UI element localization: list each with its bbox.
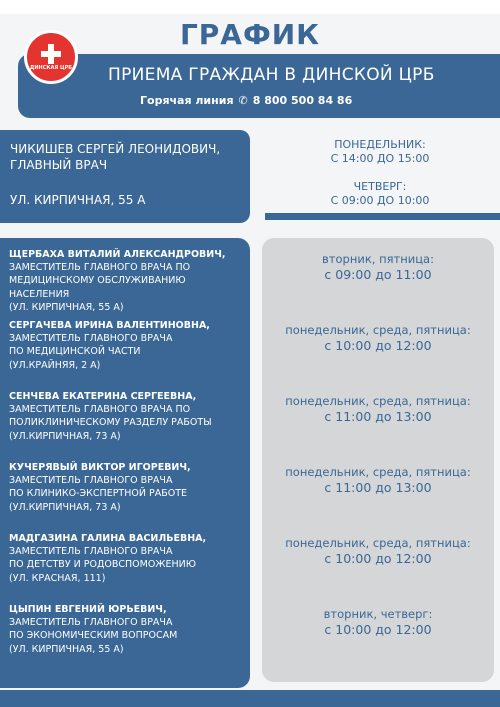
deputy-address: (УЛ.КРАЙНЯЯ, 2 А) (9, 359, 101, 371)
phone-icon: ✆ (238, 94, 248, 107)
hospital-logo (24, 30, 78, 84)
deputy-entry (9, 532, 240, 603)
page-title: ГРАФИК (179, 18, 321, 51)
logo-text: ДИНСКАЯ ЦРБ (29, 64, 73, 71)
deputy-detail: МЕДИЦИНСКОМУ ОБСЛУЖИВАНИЮ (9, 275, 186, 287)
schedule-time: с 10:00 до 12:00 (324, 551, 432, 566)
schedule-entry (262, 465, 494, 536)
deputy-address: (УЛ.КИРПИЧНАЯ, 73 А) (9, 430, 121, 442)
deputy-entry (9, 319, 240, 390)
deputy-detail: НАСЕЛЕНИЯ (9, 288, 70, 300)
deputies-list (0, 238, 250, 688)
schedule-time: с 10:00 до 12:00 (324, 622, 432, 637)
chief-schedule-day: ПОНЕДЕЛЬНИК: (334, 138, 426, 151)
medical-cross-icon (41, 44, 61, 64)
deputy-detail: ЗАМЕСТИТЕЛЬ ГЛАВНОГО ВРАЧА (9, 333, 173, 345)
chief-schedule-time: С 09:00 ДО 10:00 (330, 194, 430, 207)
schedule-entry (262, 394, 494, 465)
deputy-address: (УЛ.КИРПИЧНАЯ, 73 А) (9, 501, 121, 513)
deputy-entry (9, 461, 240, 532)
deputy-detail: ЗАМЕСТИТЕЛЬ ГЛАВНОГО ВРАЧА (9, 617, 173, 629)
schedule-time: с 10:00 до 12:00 (324, 338, 432, 353)
schedule-entry (262, 252, 494, 323)
schedule-entry (262, 323, 494, 394)
schedule-days: понедельник, среда, пятница: (285, 394, 471, 408)
deputy-detail: ПО ДЕТСТВУ И РОДОВСПОМОЖЕНИЮ (9, 559, 197, 571)
deputy-name: ЩЕРБАХА ВИТАЛИЙ АЛЕКСАНДРОВИЧ, (9, 249, 226, 260)
deputy-detail: ЗАМЕСТИТЕЛЬ ГЛАВНОГО ВРАЧА ПО (9, 404, 191, 416)
header-band (18, 54, 500, 118)
deputy-detail: ПОЛИКЛИНИЧЕСКОМУ РАЗДЕЛУ РАБОТЫ (9, 417, 212, 429)
deputy-entry (9, 248, 240, 319)
hotline (140, 94, 352, 107)
schedule-days: понедельник, среда, пятница: (285, 465, 471, 479)
deputy-detail: ПО МЕДИЦИНСКОЙ ЧАСТИ (9, 346, 141, 358)
chief-info-box (0, 130, 250, 223)
chief-address: УЛ. КИРПИЧНАЯ, 55 А (10, 193, 146, 207)
deputy-detail: ЗАМЕСТИТЕЛЬ ГЛАВНОГО ВРАЧА (9, 546, 173, 558)
schedule-days: понедельник, среда, пятница: (285, 536, 471, 550)
chief-schedule-day: ЧЕТВЕРГ: (353, 180, 407, 193)
divider-bar (265, 213, 500, 220)
hotline-phone[interactable]: 8 800 500 84 86 (252, 94, 353, 107)
schedule-time: с 11:00 до 13:00 (324, 409, 432, 424)
deputy-detail: ЗАМЕСТИТЕЛЬ ГЛАВНОГО ВРАЧА ПО (9, 262, 191, 274)
schedule-column (262, 238, 494, 682)
deputy-name: МАДГАЗИНА ГАЛИНА ВАСИЛЬЕВНА, (9, 533, 207, 544)
bottom-band (0, 690, 500, 707)
chief-schedule (270, 138, 490, 208)
top-strip (0, 0, 500, 14)
schedule-time: с 11:00 до 13:00 (324, 480, 432, 495)
schedule-days: понедельник, среда, пятница: (285, 323, 471, 337)
deputy-entry (9, 390, 240, 461)
chief-position: ГЛАВНЫЙ ВРАЧ (10, 158, 108, 172)
deputy-detail: ПО ЭКОНОМИЧЕСКИМ ВОПРОСАМ (9, 630, 178, 642)
chief-schedule-time: С 14:00 ДО 15:00 (330, 152, 430, 165)
schedule-days: вторник, четверг: (323, 607, 433, 621)
deputy-address: (УЛ. КИРПИЧНАЯ, 55 А) (9, 301, 124, 313)
schedule-entry (262, 607, 494, 678)
chief-name: ЧИКИШЕВ СЕРГЕЙ ЛЕОНИДОВИЧ, (10, 142, 221, 156)
deputy-entry (9, 603, 240, 674)
schedule-entry (262, 536, 494, 607)
deputy-name: ЦЫПИН ЕВГЕНИЙ ЮРЬЕВИЧ, (9, 604, 167, 615)
page-subtitle: ПРИЕМА ГРАЖДАН В ДИНСКОЙ ЦРБ (108, 65, 435, 85)
deputy-name: СЕНЧЕВА ЕКАТЕРИНА СЕРГЕЕВНА, (9, 391, 197, 402)
deputy-name: СЕРГАЧЕВА ИРИНА ВАЛЕНТИНОВНА, (9, 320, 210, 331)
chief-schedule-entry (270, 138, 490, 166)
schedule-time: с 09:00 до 11:00 (324, 267, 432, 282)
hotline-label: Горячая линия (140, 94, 234, 107)
deputy-name: КУЧЕРЯВЫЙ ВИКТОР ИГОРЕВИЧ, (9, 462, 191, 473)
deputy-address: (УЛ. КИРПИЧНАЯ, 55 А) (9, 643, 124, 655)
deputy-address: (УЛ. КРАСНАЯ, 111) (9, 572, 106, 584)
schedule-days: вторник, пятница: (322, 252, 434, 266)
deputy-detail: ЗАМЕСТИТЕЛЬ ГЛАВНОГО ВРАЧА (9, 475, 173, 487)
deputy-detail: ПО КЛИНИКО-ЭКСПЕРТНОЙ РАБОТЕ (9, 488, 187, 500)
chief-schedule-entry (270, 180, 490, 208)
